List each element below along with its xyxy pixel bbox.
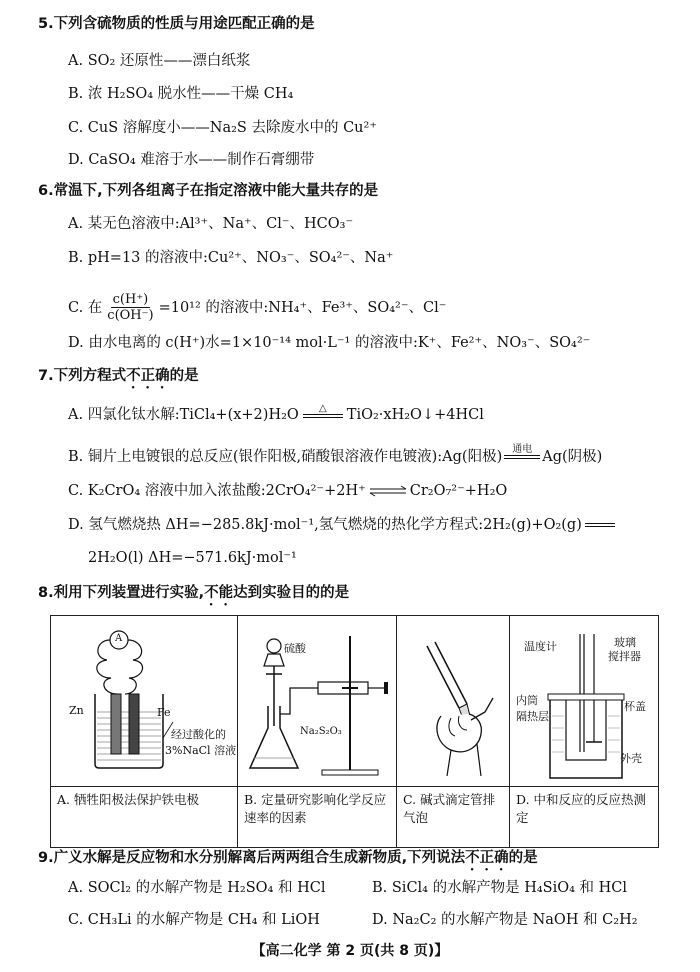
- q7-a-left: A. 四氯化钛水解:TiCl₄+(x+2)H₂O: [68, 407, 299, 423]
- fe-label: Fe: [157, 706, 171, 719]
- apparatus-b-cell: [238, 616, 397, 787]
- q5-option-a: A. SO₂ 还原性——漂白纸浆: [68, 53, 251, 69]
- nacl-label-line2: 3%NaCl 溶液: [165, 744, 237, 757]
- galvanic-cell-drawing: [51, 616, 237, 786]
- q7-stem: [38, 366, 199, 392]
- ammeter-label: A: [115, 633, 123, 644]
- q8-stem-post: 达到实验目的的是: [233, 585, 350, 601]
- apparatus-a-cell: [51, 616, 238, 787]
- q5-option-b: B. 浓 H₂SO₄ 脱水性——干燥 CH₄: [68, 86, 294, 102]
- caption-b: B. 定量研究影响化学反应速率的因素: [238, 787, 397, 848]
- q6-option-c-prefix: C. 在: [68, 299, 103, 316]
- q7-b-left: B. 铜片上电镀银的总反应(银作阳极,硝酸银溶液作电镀液):Ag(阳极): [68, 449, 503, 465]
- q7-option-d-continued: 2H₂O(l) ΔH=−571.6kJ·mol⁻¹: [88, 550, 297, 566]
- q6-option-c-suffix: =10¹² 的溶液中:NH₄⁺、Fe³⁺、SO₄²⁻、Cl⁻: [158, 299, 447, 316]
- q7-a-right: TiO₂·xH₂O↓+4HCl: [346, 407, 484, 423]
- stirrer-label-line1: 玻璃: [614, 636, 636, 649]
- galvanic-cell-diagram: [51, 616, 237, 786]
- equals-arrow-icon: [585, 523, 615, 527]
- lid-label: 杯盖: [624, 700, 646, 713]
- q9-option-b: B. SiCl₄ 的水解产物是 H₄SiO₄ 和 HCl: [372, 880, 628, 896]
- apparatus-d-cell: [510, 616, 659, 787]
- stirrer-label-line2: 搅拌器: [608, 650, 641, 663]
- thermometer-label: 温度计: [524, 640, 557, 653]
- burette-hand-drawing: [397, 616, 509, 786]
- apparatus-table: [50, 615, 659, 848]
- q6-option-a: A. 某无色溶液中:Al³⁺、Na⁺、Cl⁻、HCO₃⁻: [68, 216, 354, 232]
- q7-c-left: C. K₂CrO₄ 溶液中加入浓盐酸:2CrO₄²⁻+2H⁺: [68, 483, 366, 499]
- sodium-thiosulfate-label: Na₂S₂O₃: [300, 726, 342, 737]
- zn-label: Zn: [69, 704, 84, 717]
- fraction-denominator: c(OH⁻): [107, 308, 154, 323]
- q7-b-right: Ag(阴极): [542, 449, 603, 465]
- q9-stem-post: 的是: [508, 850, 538, 866]
- q9-stem: [38, 848, 538, 874]
- equals-arrow-icon: [303, 414, 343, 418]
- q9-option-a: A. SOCl₂ 的水解产物是 H₂SO₄ 和 HCl: [68, 880, 326, 896]
- q7-c-right: Cr₂O₇²⁻+H₂O: [409, 483, 508, 499]
- q7-stem-post: 的是: [169, 368, 199, 384]
- q9-stem-emphasis: 不正确: [465, 850, 509, 866]
- reaction-rate-diagram: [238, 616, 396, 786]
- q5-stem: 5.下列含硫物质的性质与用途匹配正确的是: [38, 16, 315, 32]
- sulfuric-acid-label: 硫酸: [284, 642, 306, 655]
- nacl-label-line1: 经过酸化的: [171, 728, 226, 741]
- equals-arrow-icon: [504, 455, 540, 459]
- q6-option-b: B. pH=13 的溶液中:Cu²⁺、NO₃⁻、SO₄²⁻、Na⁺: [68, 250, 394, 266]
- q7-option-c: [68, 481, 507, 501]
- q5-option-c: C. CuS 溶解度小——Na₂S 去除废水中的 Cu²⁺: [68, 120, 377, 136]
- q7-option-d: [68, 515, 615, 535]
- q6-stem: 6.常温下,下列各组离子在指定溶液中能大量共存的是: [38, 183, 379, 199]
- q7-stem-emphasis: 不正确: [126, 368, 170, 384]
- q6-option-d: D. 由水电离的 c(H⁺)水=1×10⁻¹⁴ mol·L⁻¹ 的溶液中:K⁺、Fe²⁺、NO₃⁻、SO₄²⁻: [68, 335, 591, 351]
- q8-stem-emphasis: 不能: [204, 585, 234, 601]
- apparatus-c-cell: [397, 616, 510, 787]
- q7-option-b: [68, 444, 603, 467]
- q9-option-c: C. CH₃Li 的水解产物是 CH₄ 和 LiOH: [68, 912, 320, 928]
- caption-d: D. 中和反应的反应热测定: [510, 787, 659, 848]
- fraction: [105, 292, 155, 323]
- q7-stem-pre: 7.下列方程式: [38, 368, 127, 384]
- caption-a: A. 牺牲阳极法保护铁电极: [51, 787, 238, 848]
- burette-bubble-diagram: [397, 616, 509, 786]
- q9-option-d: D. Na₂C₂ 的水解产物是 NaOH 和 C₂H₂: [372, 912, 638, 928]
- reaction-condition-arrow: [303, 404, 343, 418]
- heat-symbol: △: [318, 403, 327, 414]
- insulation-label: 隔热层: [516, 710, 549, 723]
- equilibrium-arrow-icon: [368, 485, 408, 497]
- electrolysis-label: 通电: [512, 444, 533, 455]
- page-footer: 【高二化学 第 2 页(共 8 页)】: [251, 943, 449, 959]
- q9-stem-pre: 9.广义水解是反应物和水分别解离后两两组合生成新物质,下列说法: [38, 850, 466, 866]
- reaction-rate-drawing: [238, 616, 396, 786]
- q8-stem-pre: 8.利用下列装置进行实验,: [38, 585, 205, 601]
- q5-option-d: D. CaSO₄ 难溶于水——制作石膏绷带: [68, 152, 315, 168]
- q7-d-line1: D. 氢气燃烧热 ΔH=−285.8kJ·mol⁻¹,氢气燃烧的热化学方程式:2H₂(g)+O₂(g): [68, 517, 582, 533]
- q6-option-c: [68, 292, 446, 323]
- caption-c: C. 碱式滴定管排气泡: [397, 787, 510, 848]
- outer-shell-label: 外壳: [620, 752, 642, 765]
- inner-cup-label: 内筒: [516, 694, 538, 707]
- fraction-numerator: c(H⁺): [112, 292, 149, 307]
- q8-stem: [38, 583, 349, 609]
- calorimeter-diagram: [510, 616, 658, 786]
- q7-option-a: [68, 405, 484, 425]
- electrolysis-arrow: [504, 445, 540, 459]
